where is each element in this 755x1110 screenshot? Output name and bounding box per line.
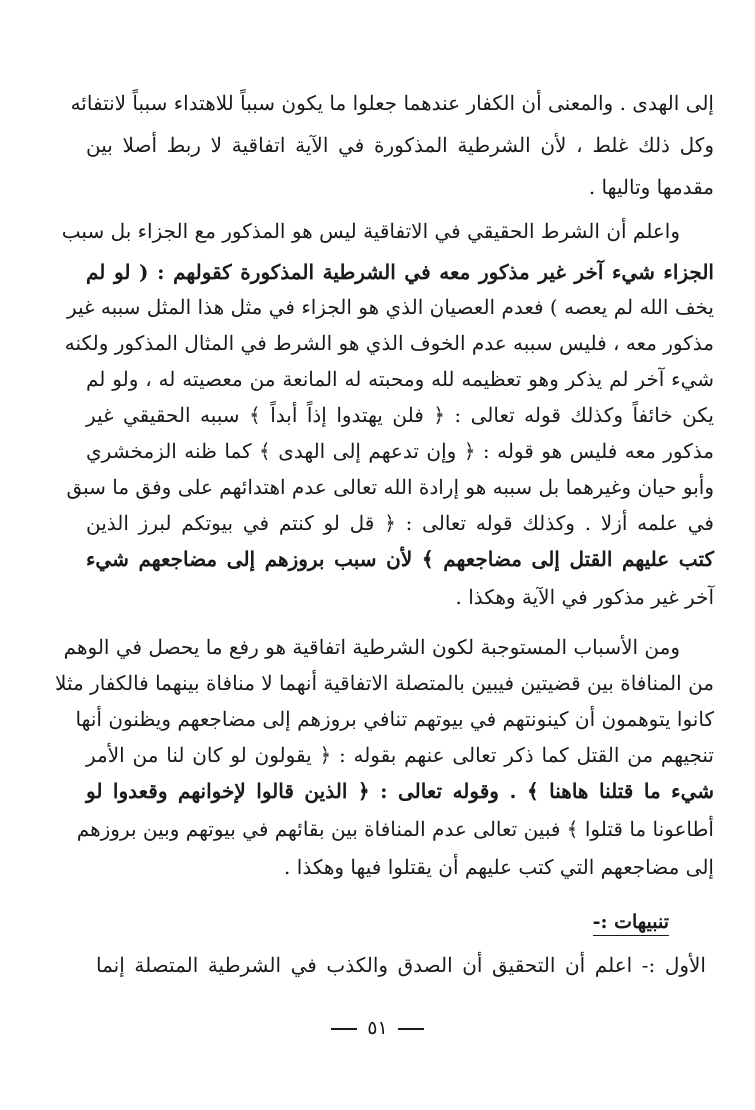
text-line: شيء آخر لم يذكر وهو تعظيمه لله ومحبته له المانعة من معصيته له ، ولو لم xyxy=(86,367,714,391)
text-line: من المنافاة بين قضيتين فيبين بالمتصلة الاتفاقية أنهما لا منافاة بينهما فالكفار مثلا xyxy=(55,671,714,695)
text-line: وكل ذلك غلط ، لأن الشرطية المذكورة في الآية اتفاقية لا ربط أصلا بين xyxy=(86,133,714,157)
text-line: إلى الهدى . والمعنى أن الكفار عندهما جعلوا ما يكون سبباً للاهتداء سبباً لانتفائه xyxy=(70,91,714,115)
footer-dash-right xyxy=(398,1028,424,1030)
text-line: واعلم أن الشرط الحقيقي في الاتفاقية ليس هو المذكور مع الجزاء بل سبب xyxy=(61,219,680,243)
text-line: أطاعونا ما قتلوا ﴾ فبين تعالى عدم المنافاة بين بقائهم في بيوتهم وبين بروزهم xyxy=(76,817,714,841)
text-line: وأبو حيان وغيرهما بل سببه هو إرادة الله تعالى عدم اهتدائهم على وفق ما سبق xyxy=(66,475,714,499)
text-line: يكن خائفاً وكذلك قوله تعالى : ﴿ فلن يهتدوا إذاً أبداً ﴾ سببه الحقيقي غير xyxy=(86,403,714,427)
text-line: في علمه أزلا . وكذلك قوله تعالى : ﴿ قل لو كنتم في بيوتكم لبرز الذين xyxy=(86,511,714,535)
text-line: تنجيهم من القتل كما ذكر تعالى عنهم بقوله : ﴿ يقولون لو كان لنا من الأمر xyxy=(86,743,714,767)
text-line: مذكور معه ، فليس سببه عدم الخوف الذي هو الشرط في المثال المذكور ولكنه xyxy=(64,331,714,355)
text-line: الأول :- اعلم أن التحقيق أن الصدق والكذب في الشرطية المتصلة إنما xyxy=(96,953,706,977)
text-line: الجزاء شيء آخر غير مذكور معه في الشرطية المذكورة كقولهم : ( لو لم xyxy=(86,260,714,284)
notes-heading-text: تنبيهات :- xyxy=(593,911,669,936)
page-number: ٥١ xyxy=(367,1017,388,1039)
footer-dash-left xyxy=(331,1028,357,1030)
text-line: مقدمها وتاليها . xyxy=(588,175,714,199)
text-line: ومن الأسباب المستوجبة لكون الشرطية اتفاقية هو رفع ما يحصل في الوهم xyxy=(63,635,680,659)
text-line: مذكور معه فليس هو قوله : ﴿ وإن تدعهم إلى الهدى ﴾ كما ظنه الزمخشري xyxy=(86,439,714,463)
page-footer xyxy=(0,1015,755,1041)
text-line: كانوا يتوهمون أن كينونتهم في بيوتهم تنافي بروزهم إلى مضاجعهم ويظنون أنها xyxy=(75,707,714,731)
text-line: كتب عليهم القتل إلى مضاجعهم ﴾ لأن سبب بروزهم إلى مضاجعهم شيء xyxy=(86,547,714,571)
notes-heading xyxy=(593,908,669,936)
text-line: آخر غير مذكور في الآية وهكذا . xyxy=(455,585,714,609)
text-line: يخف الله لم يعصه ) فعدم العصيان الذي هو الجزاء في مثل هذا المثل سببه غير xyxy=(66,295,714,319)
text-line: شيء ما قتلنا هاهنا ﴾ . وقوله تعالى : ﴿ الذين قالوا لإخوانهم وقعدوا لو xyxy=(86,779,714,803)
text-line: إلى مضاجعهم التي كتب عليهم أن يقتلوا فيها وهكذا . xyxy=(284,855,714,879)
